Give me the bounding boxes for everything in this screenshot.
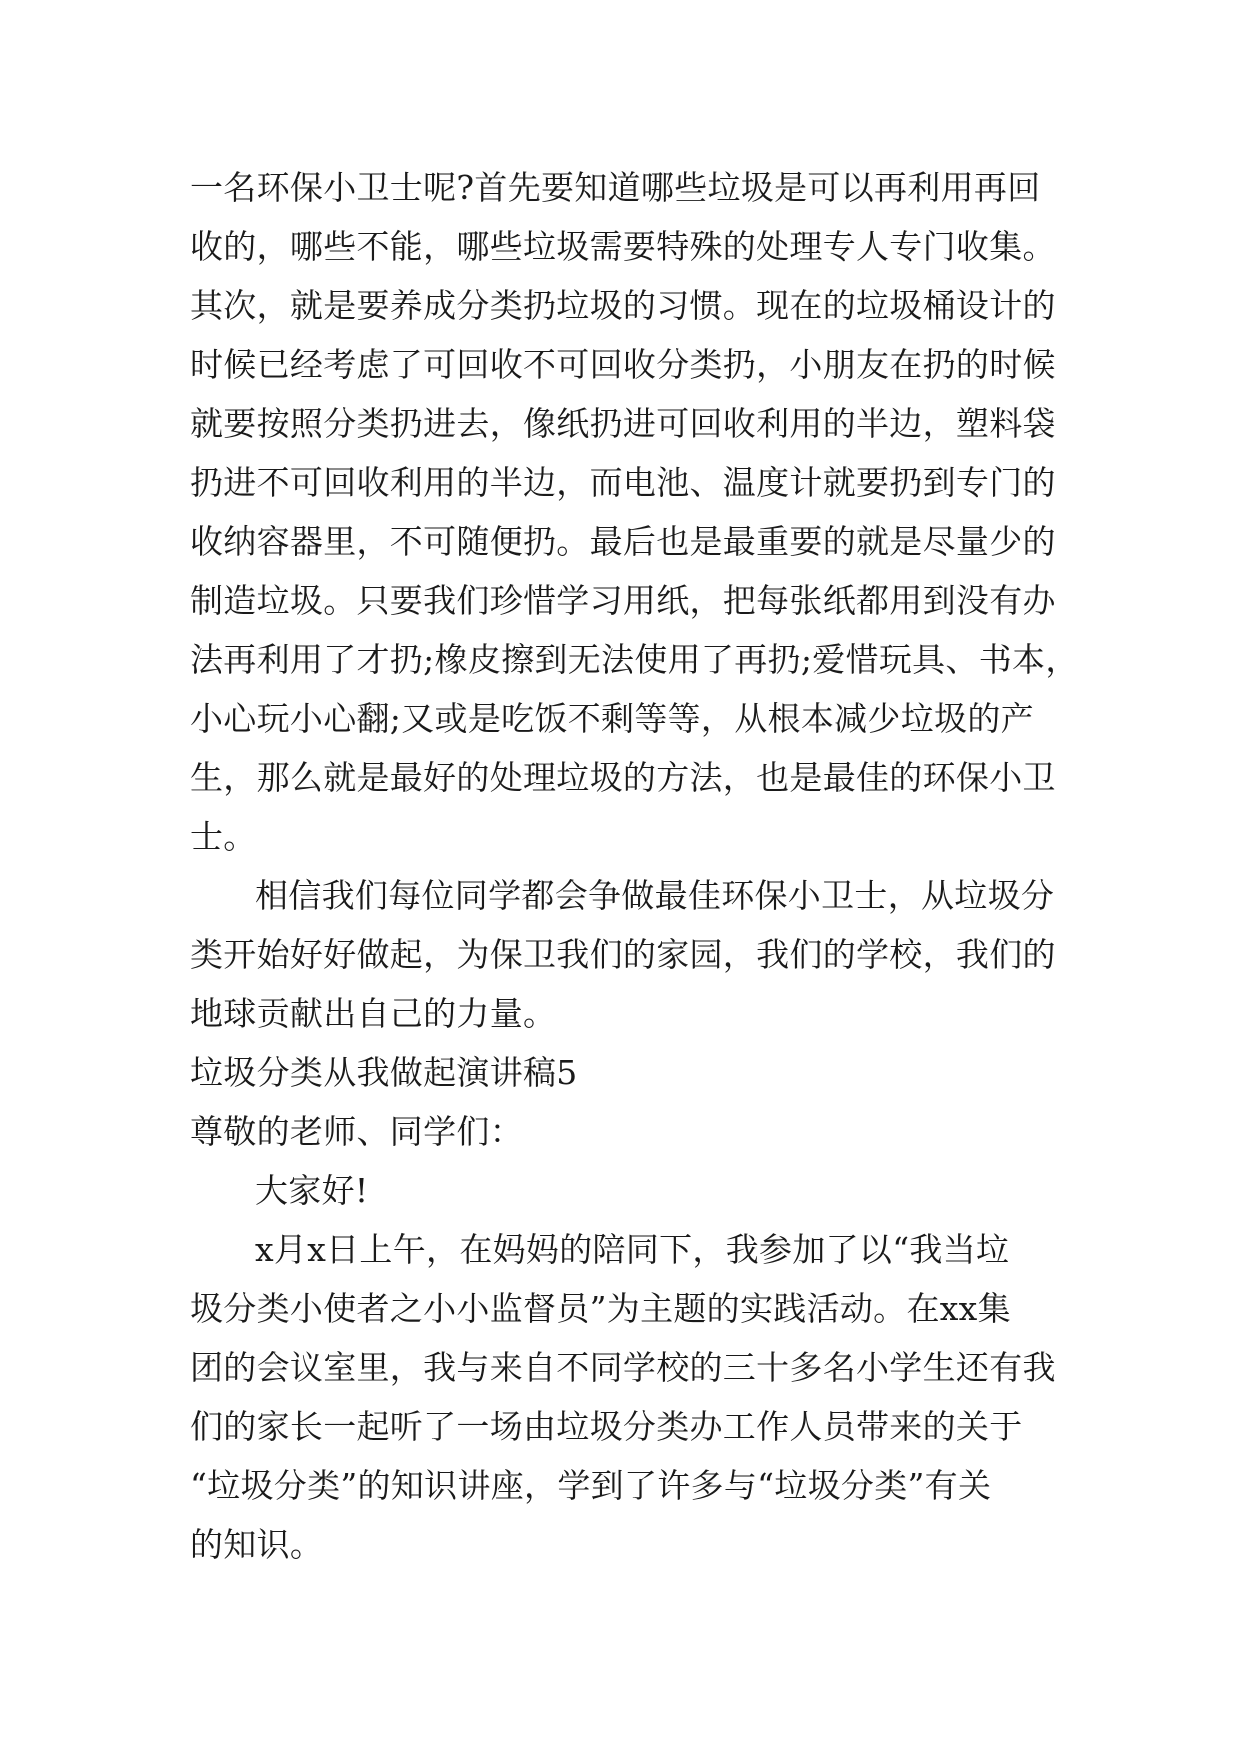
text-line: 就要按照分类扔进去，像纸扔进可回收利用的半边，塑料袋 [190,404,1056,443]
text-line: 圾分类小使者之小小监督员”为主题的实践活动。在xx集 [190,1289,1011,1328]
text-line: 收的，哪些不能，哪些垃圾需要特殊的处理专人专门收集。 [190,227,1056,266]
text-line: 法再利用了才扔;橡皮擦到无法使用了再扔;爱惜玩具、书本， [190,640,1079,679]
text-line: 生，那么就是最好的处理垃圾的方法，也是最佳的环保小卫 [190,758,1056,797]
text-line: 士。 [190,817,257,856]
text-line: 收纳容器里，不可随便扔。最后也是最重要的就是尽量少的 [190,522,1056,561]
text-line: 时候已经考虑了可回收不可回收分类扔，小朋友在扔的时候 [190,345,1056,384]
text-line: “垃圾分类”的知识讲座，学到了许多与“垃圾分类”有关 [190,1466,992,1505]
text-line: 制造垃圾。只要我们珍惜学习用纸，把每张纸都用到没有办 [190,581,1056,620]
text-line: 的知识。 [190,1525,324,1564]
text-line: 团的会议室里，我与来自不同学校的三十多名小学生还有我 [190,1348,1056,1387]
section-heading: 垃圾分类从我做起演讲稿5 [190,1053,578,1092]
text-line: 类开始好好做起，为保卫我们的家园，我们的学校，我们的 [190,935,1056,974]
text-line: 地球贡献出自己的力量。 [190,994,557,1033]
text-line: 们的家长一起听了一场由垃圾分类办工作人员带来的关于 [190,1407,1023,1446]
paragraph-first-line: 相信我们每位同学都会争做最佳环保小卫士，从垃圾分 [255,876,1055,915]
text-line: 小心玩小心翻;又或是吃饭不剩等等，从根本减少垃圾的产 [190,699,1034,738]
salutation: 尊敬的老师、同学们： [190,1112,523,1151]
text-line: 扔进不可回收利用的半边，而电池、温度计就要扔到专门的 [190,463,1056,502]
greeting: 大家好! [255,1171,369,1210]
text-line: 一名环保小卫士呢?首先要知道哪些垃圾是可以再利用再回 [190,168,1041,207]
paragraph-first-line: x月x日上午，在妈妈的陪同下，我参加了以“我当垃 [255,1230,1010,1269]
text-line: 其次，就是要养成分类扔垃圾的习惯。现在的垃圾桶设计的 [190,286,1056,325]
